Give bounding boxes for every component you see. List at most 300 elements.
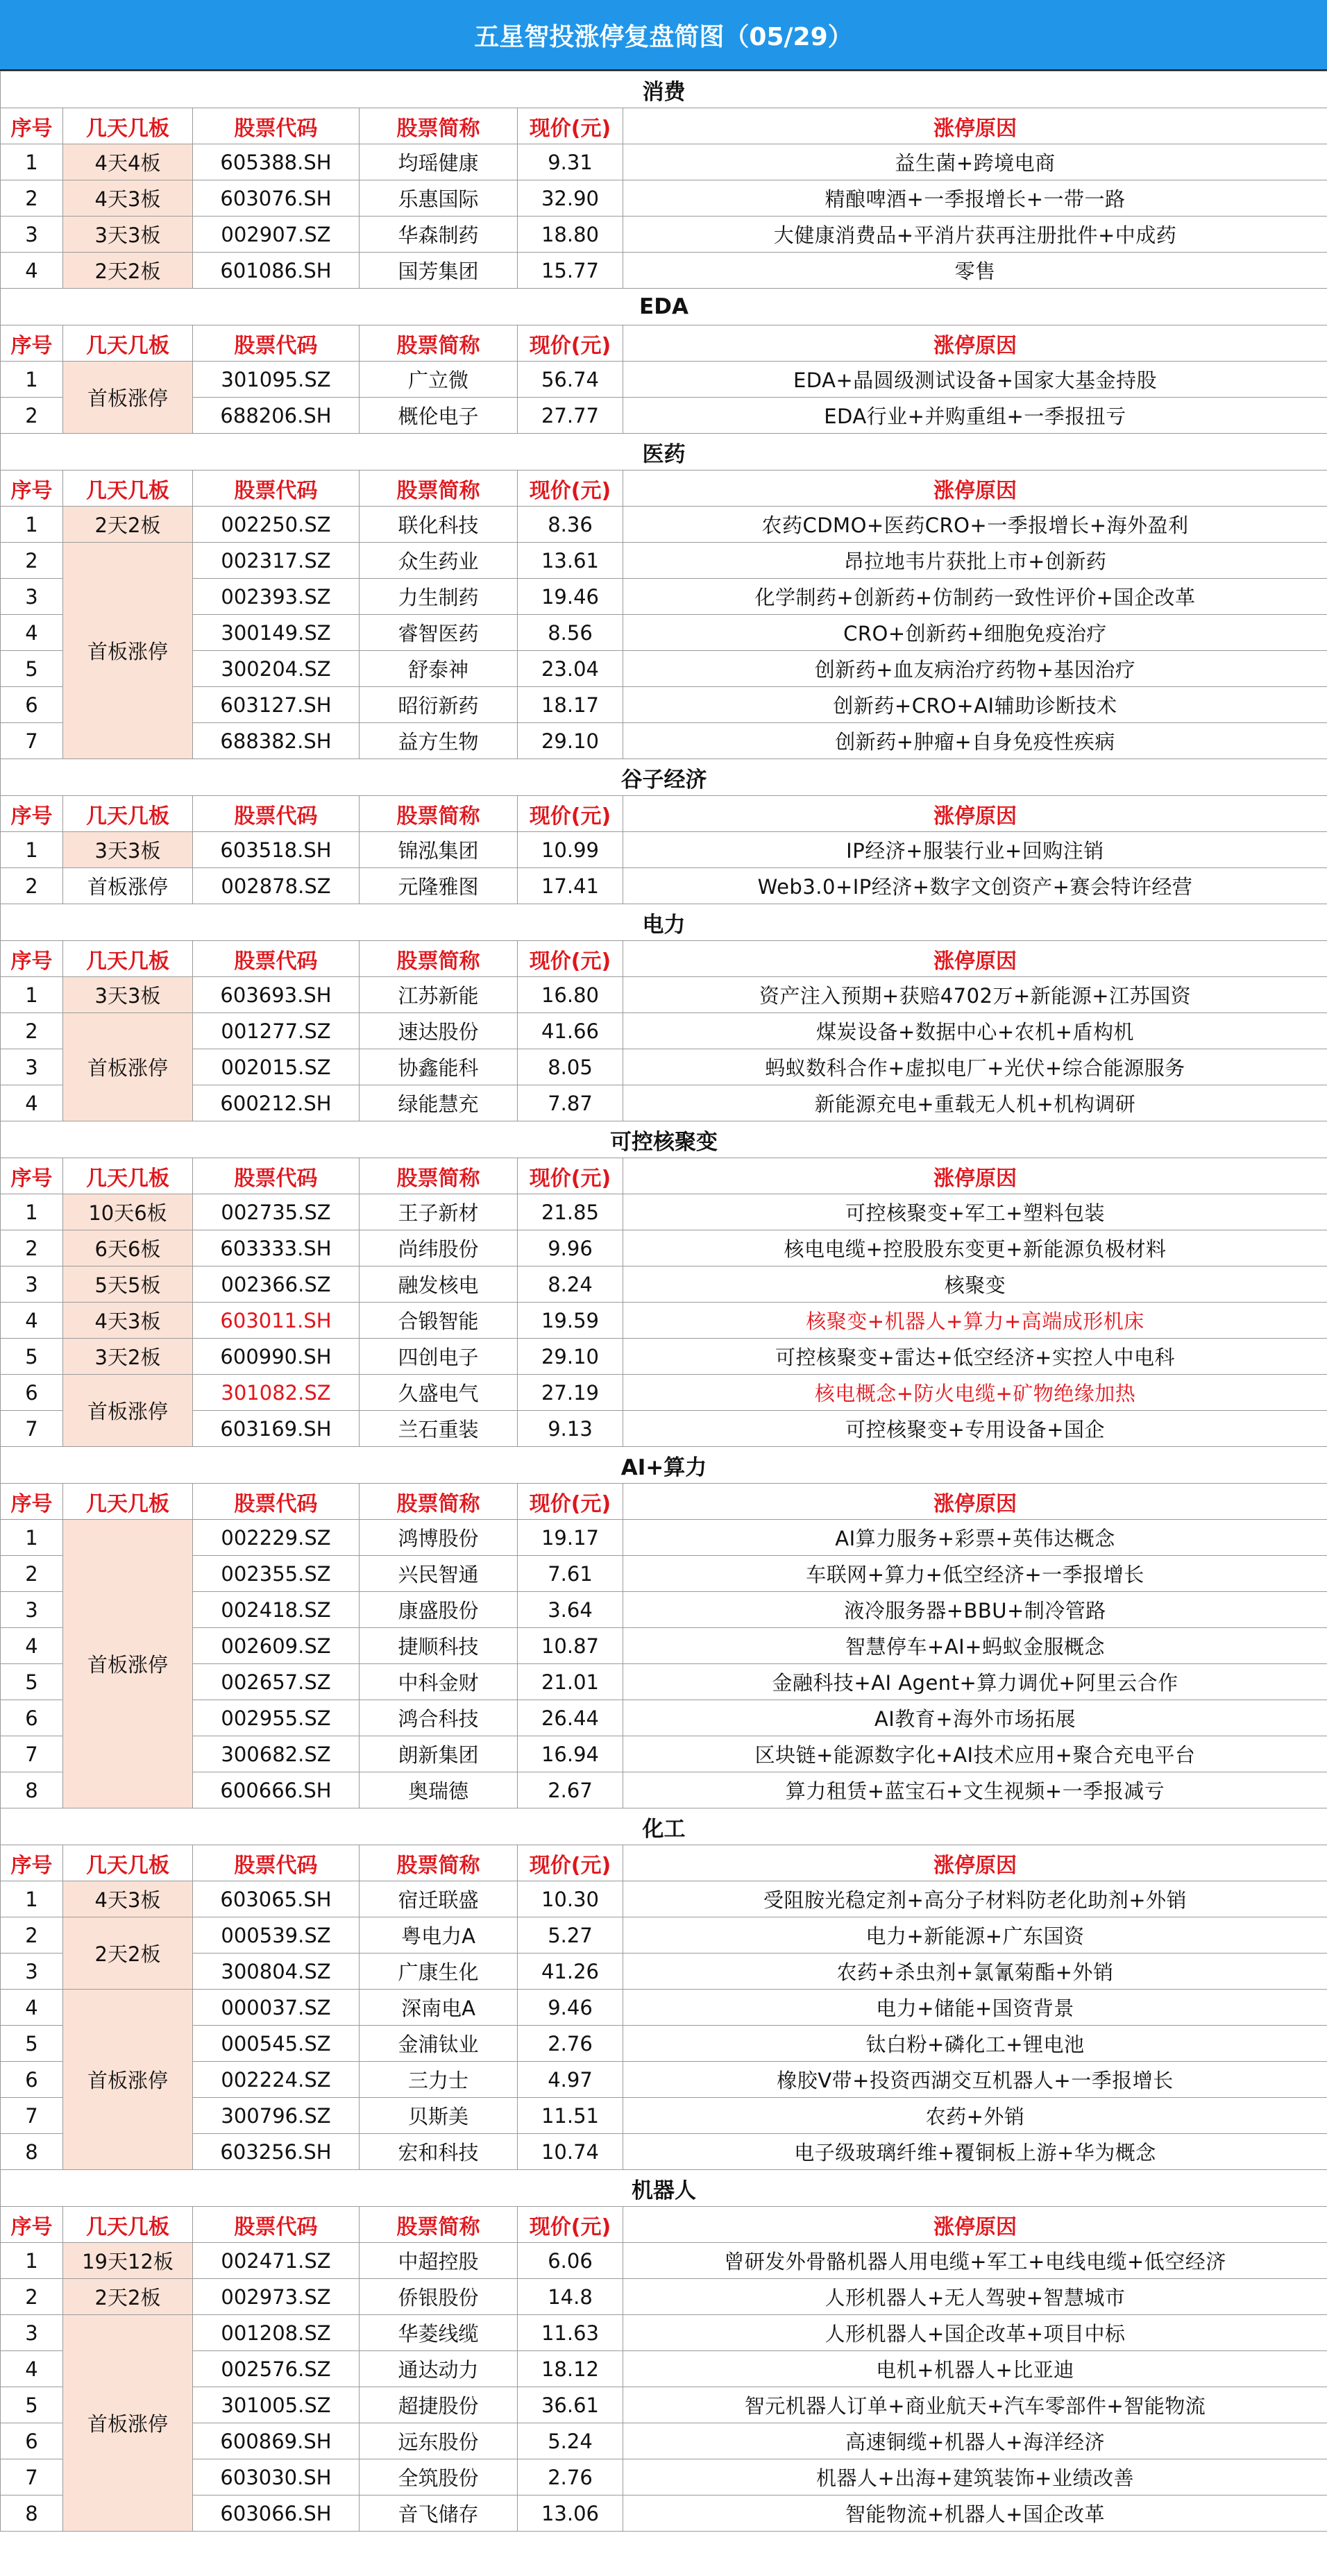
cell-code: 603066.SH: [193, 2496, 360, 2532]
header-name: 股票简称: [360, 941, 518, 977]
cell-code: 002015.SZ: [193, 1049, 360, 1085]
cell-price: 15.77: [518, 253, 623, 289]
cell-code: 688206.SH: [193, 398, 360, 434]
cell-reason: 橡胶V带+投资西湖交互机器人+一季报增长: [623, 2062, 1327, 2098]
cell-code: 603065.SH: [193, 1881, 360, 1917]
cell-price: 23.04: [518, 651, 623, 687]
table-row: [1, 1266, 1327, 1303]
table-row: [1, 180, 1327, 217]
header-code: 股票代码: [193, 471, 360, 507]
header-reason: 涨停原因: [623, 1845, 1327, 1881]
cell-name: 四创电子: [360, 1339, 518, 1375]
cell-seq: 3: [1, 1954, 63, 1990]
cell-reason: AI算力服务+彩票+英伟达概念: [623, 1520, 1327, 1556]
cell-seq: 6: [1, 1700, 63, 1736]
category-title: 医药: [1, 434, 1327, 471]
header-price: 现价(元): [518, 471, 623, 507]
cell-price: 18.80: [518, 217, 623, 253]
cell-seq: 8: [1, 1772, 63, 1808]
table-row: [1, 1628, 1327, 1664]
table-row: [1, 868, 1327, 904]
cell-name: 王子新材: [360, 1194, 518, 1230]
cell-price: 8.24: [518, 1266, 623, 1303]
cell-reason: 智元机器人订单+商业航天+汽车零部件+智能物流: [623, 2387, 1327, 2423]
cell-reason: 人形机器人+无人驾驶+智慧城市: [623, 2279, 1327, 2315]
cell-reason: EDA+晶圆级测试设备+国家大基金持股: [623, 362, 1327, 398]
cell-price: 14.8: [518, 2279, 623, 2315]
cell-price: 2.67: [518, 1772, 623, 1808]
cell-days: 3天3板: [63, 832, 193, 868]
header-row: [1, 1484, 1327, 1520]
cell-code: 600666.SH: [193, 1772, 360, 1808]
cell-price: 21.85: [518, 1194, 623, 1230]
cell-name: 舒泰神: [360, 651, 518, 687]
category-row: [1, 434, 1327, 471]
cell-price: 29.10: [518, 723, 623, 759]
header-row: [1, 796, 1327, 832]
cell-code: 603127.SH: [193, 687, 360, 723]
cell-code: 002735.SZ: [193, 1194, 360, 1230]
cell-code: 002657.SZ: [193, 1664, 360, 1700]
cell-price: 21.01: [518, 1664, 623, 1700]
cell-seq: 4: [1, 615, 63, 651]
cell-seq: 5: [1, 1339, 63, 1375]
table-row: [1, 2387, 1327, 2423]
cell-seq: 1: [1, 507, 63, 543]
cell-days: 首板涨停: [63, 362, 193, 434]
cell-code: 002878.SZ: [193, 868, 360, 904]
category-title: 谷子经济: [1, 759, 1327, 796]
header-days: 几天几板: [63, 471, 193, 507]
cell-code: 301095.SZ: [193, 362, 360, 398]
cell-name: 合锻智能: [360, 1303, 518, 1339]
cell-price: 9.31: [518, 144, 623, 180]
cell-name: 协鑫能科: [360, 1049, 518, 1085]
cell-code: 688382.SH: [193, 723, 360, 759]
category-title: 电力: [1, 904, 1327, 941]
cell-reason: 农药+外销: [623, 2098, 1327, 2134]
cell-code: 300682.SZ: [193, 1736, 360, 1772]
header-name: 股票简称: [360, 325, 518, 362]
table-row: [1, 1990, 1327, 2026]
cell-seq: 1: [1, 1194, 63, 1230]
cell-seq: 8: [1, 2496, 63, 2532]
cell-reason: IP经济+服装行业+回购注销: [623, 832, 1327, 868]
cell-name: 远东股份: [360, 2423, 518, 2459]
table-row: [1, 2459, 1327, 2496]
cell-code: 001208.SZ: [193, 2315, 360, 2351]
cell-price: 11.63: [518, 2315, 623, 2351]
cell-reason: 核聚变: [623, 1266, 1327, 1303]
cell-days: 首板涨停: [63, 1520, 193, 1808]
cell-seq: 1: [1, 144, 63, 180]
cell-code: 600212.SH: [193, 1085, 360, 1121]
cell-seq: 6: [1, 687, 63, 723]
header-price: 现价(元): [518, 1845, 623, 1881]
cell-days: 3天3板: [63, 217, 193, 253]
cell-code: 603256.SH: [193, 2134, 360, 2170]
cell-reason: 算力租赁+蓝宝石+文生视频+一季报减亏: [623, 1772, 1327, 1808]
table-row: [1, 1772, 1327, 1808]
cell-name: 华森制药: [360, 217, 518, 253]
cell-price: 13.06: [518, 2496, 623, 2532]
category-title: 机器人: [1, 2170, 1327, 2207]
cell-reason: 可控核聚变+专用设备+国企: [623, 1411, 1327, 1447]
header-name: 股票简称: [360, 108, 518, 144]
cell-seq: 7: [1, 723, 63, 759]
cell-reason: Web3.0+IP经济+数字文创资产+赛会特许经营: [623, 868, 1327, 904]
cell-reason: 车联网+算力+低空经济+一季报增长: [623, 1556, 1327, 1592]
cell-price: 10.99: [518, 832, 623, 868]
cell-price: 9.96: [518, 1230, 623, 1266]
header-days: 几天几板: [63, 796, 193, 832]
cell-reason: 区块链+能源数字化+AI技术应用+聚合充电平台: [623, 1736, 1327, 1772]
cell-seq: 2: [1, 1917, 63, 1954]
header-days: 几天几板: [63, 1158, 193, 1194]
header-reason: 涨停原因: [623, 2207, 1327, 2243]
cell-days: 10天6板: [63, 1194, 193, 1230]
cell-name: 均瑶健康: [360, 144, 518, 180]
cell-reason: CRO+创新药+细胞免疫治疗: [623, 615, 1327, 651]
cell-name: 音飞储存: [360, 2496, 518, 2532]
table-row: [1, 977, 1327, 1013]
cell-seq: 3: [1, 1266, 63, 1303]
header-days: 几天几板: [63, 941, 193, 977]
header-row: [1, 2207, 1327, 2243]
cell-name: 乐惠国际: [360, 180, 518, 217]
cell-seq: 1: [1, 977, 63, 1013]
cell-price: 32.90: [518, 180, 623, 217]
cell-days: 4天3板: [63, 180, 193, 217]
cell-price: 9.46: [518, 1990, 623, 2026]
cell-name: 康盛股份: [360, 1592, 518, 1628]
header-reason: 涨停原因: [623, 471, 1327, 507]
cell-seq: 1: [1, 1881, 63, 1917]
cell-code: 605388.SH: [193, 144, 360, 180]
cell-seq: 7: [1, 2098, 63, 2134]
cell-price: 19.59: [518, 1303, 623, 1339]
cell-name: 兴民智通: [360, 1556, 518, 1592]
cell-name: 贝斯美: [360, 2098, 518, 2134]
cell-code: 002393.SZ: [193, 579, 360, 615]
table-row: [1, 1954, 1327, 1990]
cell-seq: 4: [1, 1990, 63, 2026]
cell-seq: 2: [1, 1013, 63, 1049]
table-row: [1, 615, 1327, 651]
cell-reason: 创新药+血友病治疗药物+基因治疗: [623, 651, 1327, 687]
cell-name: 广立微: [360, 362, 518, 398]
cell-days: 4天3板: [63, 1881, 193, 1917]
cell-price: 8.05: [518, 1049, 623, 1085]
cell-days: 4天3板: [63, 1303, 193, 1339]
cell-reason: 创新药+CRO+AI辅助诊断技术: [623, 687, 1327, 723]
table-row: [1, 651, 1327, 687]
header-code: 股票代码: [193, 1484, 360, 1520]
cell-seq: 6: [1, 2062, 63, 2098]
cell-days: 首板涨停: [63, 1375, 193, 1447]
cell-reason: 智能物流+机器人+国企改革: [623, 2496, 1327, 2532]
table-row: [1, 507, 1327, 543]
table-row: [1, 1230, 1327, 1266]
cell-seq: 6: [1, 2423, 63, 2459]
cell-name: 宿迁联盛: [360, 1881, 518, 1917]
cell-price: 5.27: [518, 1917, 623, 1954]
cell-code: 002471.SZ: [193, 2243, 360, 2279]
header-seq: 序号: [1, 796, 63, 832]
cell-reason: 人形机器人+国企改革+项目中标: [623, 2315, 1327, 2351]
cell-days: 首板涨停: [63, 543, 193, 759]
table-row: [1, 1736, 1327, 1772]
cell-reason: 智慧停车+AI+蚂蚁金服概念: [623, 1628, 1327, 1664]
cell-days: 首板涨停: [63, 868, 193, 904]
header-days: 几天几板: [63, 1484, 193, 1520]
header-reason: 涨停原因: [623, 796, 1327, 832]
cell-price: 4.97: [518, 2062, 623, 2098]
header-price: 现价(元): [518, 1158, 623, 1194]
cell-price: 13.61: [518, 543, 623, 579]
cell-days: 2天2板: [63, 507, 193, 543]
cell-name: 久盛电气: [360, 1375, 518, 1411]
table-row: [1, 362, 1327, 398]
table-row: [1, 253, 1327, 289]
cell-reason: 电力+新能源+广东国资: [623, 1917, 1327, 1954]
limit-up-table: [0, 71, 1327, 2532]
header-name: 股票简称: [360, 1484, 518, 1520]
cell-price: 26.44: [518, 1700, 623, 1736]
cell-seq: 1: [1, 2243, 63, 2279]
cell-seq: 7: [1, 1411, 63, 1447]
cell-name: 益方生物: [360, 723, 518, 759]
table-row: [1, 1411, 1327, 1447]
cell-seq: 1: [1, 1520, 63, 1556]
cell-code: 300804.SZ: [193, 1954, 360, 1990]
table-row: [1, 1700, 1327, 1736]
cell-price: 29.10: [518, 1339, 623, 1375]
table-row: [1, 579, 1327, 615]
cell-reason: EDA行业+并购重组+一季报扭亏: [623, 398, 1327, 434]
cell-name: 力生制药: [360, 579, 518, 615]
cell-reason: 昂拉地韦片获批上市+创新药: [623, 543, 1327, 579]
cell-seq: 4: [1, 2351, 63, 2387]
header-code: 股票代码: [193, 1845, 360, 1881]
table-row: [1, 1339, 1327, 1375]
cell-days: 19天12板: [63, 2243, 193, 2279]
table-row: [1, 1194, 1327, 1230]
category-row: [1, 759, 1327, 796]
cell-seq: 2: [1, 2279, 63, 2315]
table-row: [1, 1881, 1327, 1917]
cell-name: 中科金财: [360, 1664, 518, 1700]
cell-code: 002576.SZ: [193, 2351, 360, 2387]
table-row: [1, 398, 1327, 434]
cell-name: 兰石重装: [360, 1411, 518, 1447]
cell-reason: 农药+杀虫剂+氯氰菊酯+外销: [623, 1954, 1327, 1990]
header-price: 现价(元): [518, 941, 623, 977]
header-seq: 序号: [1, 1845, 63, 1881]
cell-seq: 2: [1, 180, 63, 217]
table-row: [1, 2243, 1327, 2279]
cell-code: 300149.SZ: [193, 615, 360, 651]
table-row: [1, 1592, 1327, 1628]
cell-code: 002250.SZ: [193, 507, 360, 543]
cell-reason: 蚂蚁数科合作+虚拟电厂+光伏+综合能源服务: [623, 1049, 1327, 1085]
cell-name: 捷顺科技: [360, 1628, 518, 1664]
table-row: [1, 1664, 1327, 1700]
header-seq: 序号: [1, 471, 63, 507]
cell-days: 首板涨停: [63, 2315, 193, 2532]
cell-days: 6天6板: [63, 1230, 193, 1266]
cell-reason: 电机+机器人+比亚迪: [623, 2351, 1327, 2387]
cell-code: 600990.SH: [193, 1339, 360, 1375]
cell-price: 7.87: [518, 1085, 623, 1121]
cell-code: 000037.SZ: [193, 1990, 360, 2026]
cell-reason: AI教育+海外市场拓展: [623, 1700, 1327, 1736]
category-title: 化工: [1, 1808, 1327, 1845]
cell-price: 16.94: [518, 1736, 623, 1772]
cell-reason: 液冷服务器+BBU+制冷管路: [623, 1592, 1327, 1628]
header-name: 股票简称: [360, 2207, 518, 2243]
cell-seq: 8: [1, 2134, 63, 2170]
table-row: [1, 2315, 1327, 2351]
cell-name: 速达股份: [360, 1013, 518, 1049]
cell-code: 000539.SZ: [193, 1917, 360, 1954]
table-row: [1, 2496, 1327, 2532]
table-row: [1, 1917, 1327, 1954]
cell-code: 603693.SH: [193, 977, 360, 1013]
header-reason: 涨停原因: [623, 108, 1327, 144]
table-row: [1, 1375, 1327, 1411]
header-seq: 序号: [1, 2207, 63, 2243]
header-row: [1, 1158, 1327, 1194]
header-name: 股票简称: [360, 1158, 518, 1194]
cell-price: 10.87: [518, 1628, 623, 1664]
cell-name: 锦泓集团: [360, 832, 518, 868]
cell-code: 001277.SZ: [193, 1013, 360, 1049]
cell-reason: 零售: [623, 253, 1327, 289]
cell-days: 2天2板: [63, 2279, 193, 2315]
table-row: [1, 2351, 1327, 2387]
category-row: [1, 2170, 1327, 2207]
cell-days: 2天2板: [63, 1917, 193, 1990]
cell-days: 首板涨停: [63, 1013, 193, 1121]
cell-days: 首板涨停: [63, 1990, 193, 2170]
cell-price: 8.36: [518, 507, 623, 543]
cell-price: 19.17: [518, 1520, 623, 1556]
table-row: [1, 543, 1327, 579]
cell-reason: 受阻胺光稳定剂+高分子材料防老化助剂+外销: [623, 1881, 1327, 1917]
cell-name: 宏和科技: [360, 2134, 518, 2170]
cell-reason: 大健康消费品+平消片获再注册批件+中成药: [623, 217, 1327, 253]
cell-seq: 3: [1, 1049, 63, 1085]
table-row: [1, 1049, 1327, 1085]
category-title: 可控核聚变: [1, 1121, 1327, 1158]
table-row: [1, 2026, 1327, 2062]
cell-name: 中超控股: [360, 2243, 518, 2279]
table-row: [1, 144, 1327, 180]
header-seq: 序号: [1, 941, 63, 977]
cell-name: 众生药业: [360, 543, 518, 579]
cell-name: 绿能慧充: [360, 1085, 518, 1121]
cell-name: 元隆雅图: [360, 868, 518, 904]
table-row: [1, 217, 1327, 253]
cell-code: 300204.SZ: [193, 651, 360, 687]
cell-code: 601086.SH: [193, 253, 360, 289]
header-code: 股票代码: [193, 108, 360, 144]
cell-reason: 钛白粉+磷化工+锂电池: [623, 2026, 1327, 2062]
cell-seq: 4: [1, 253, 63, 289]
cell-price: 5.24: [518, 2423, 623, 2459]
cell-code: 002907.SZ: [193, 217, 360, 253]
cell-code: 002955.SZ: [193, 1700, 360, 1736]
cell-reason: 曾研发外骨骼机器人用电缆+军工+电线电缆+低空经济: [623, 2243, 1327, 2279]
cell-name: 联化科技: [360, 507, 518, 543]
table-row: [1, 2062, 1327, 2098]
cell-reason: 金融科技+AI Agent+算力调优+阿里云合作: [623, 1664, 1327, 1700]
cell-name: 国芳集团: [360, 253, 518, 289]
table-row: [1, 2098, 1327, 2134]
header-row: [1, 108, 1327, 144]
cell-price: 18.17: [518, 687, 623, 723]
cell-price: 41.66: [518, 1013, 623, 1049]
cell-seq: 4: [1, 1303, 63, 1339]
cell-name: 侨银股份: [360, 2279, 518, 2315]
cell-code: 603518.SH: [193, 832, 360, 868]
cell-reason: 化学制药+创新药+仿制药一致性评价+国企改革: [623, 579, 1327, 615]
cell-seq: 5: [1, 651, 63, 687]
category-row: [1, 289, 1327, 325]
header-code: 股票代码: [193, 1158, 360, 1194]
cell-seq: 3: [1, 1592, 63, 1628]
cell-reason: 益生菌+跨境电商: [623, 144, 1327, 180]
cell-price: 17.41: [518, 868, 623, 904]
cell-seq: 7: [1, 2459, 63, 2496]
cell-price: 11.51: [518, 2098, 623, 2134]
cell-days: 3天3板: [63, 977, 193, 1013]
cell-name: 金浦钛业: [360, 2026, 518, 2062]
cell-code: 603030.SH: [193, 2459, 360, 2496]
cell-seq: 2: [1, 543, 63, 579]
cell-price: 27.77: [518, 398, 623, 434]
cell-price: 16.80: [518, 977, 623, 1013]
cell-price: 56.74: [518, 362, 623, 398]
header-reason: 涨停原因: [623, 941, 1327, 977]
table-row: [1, 723, 1327, 759]
cell-seq: 5: [1, 2387, 63, 2423]
header-seq: 序号: [1, 1484, 63, 1520]
header-row: [1, 471, 1327, 507]
cell-seq: 5: [1, 2026, 63, 2062]
cell-code: 002366.SZ: [193, 1266, 360, 1303]
table-row: [1, 2279, 1327, 2315]
category-row: [1, 904, 1327, 941]
cell-reason: 精酿啤酒+一季报增长+一带一路: [623, 180, 1327, 217]
cell-code: 002224.SZ: [193, 2062, 360, 2098]
cell-seq: 2: [1, 398, 63, 434]
header-seq: 序号: [1, 325, 63, 362]
header-name: 股票简称: [360, 471, 518, 507]
cell-price: 7.61: [518, 1556, 623, 1592]
cell-code: 301082.SZ: [193, 1375, 360, 1411]
cell-seq: 2: [1, 868, 63, 904]
cell-name: 鸿博股份: [360, 1520, 518, 1556]
cell-price: 6.06: [518, 2243, 623, 2279]
cell-seq: 4: [1, 1628, 63, 1664]
cell-price: 27.19: [518, 1375, 623, 1411]
cell-name: 融发核电: [360, 1266, 518, 1303]
cell-name: 深南电A: [360, 1990, 518, 2026]
table-body: [1, 71, 1327, 2532]
header-reason: 涨停原因: [623, 325, 1327, 362]
